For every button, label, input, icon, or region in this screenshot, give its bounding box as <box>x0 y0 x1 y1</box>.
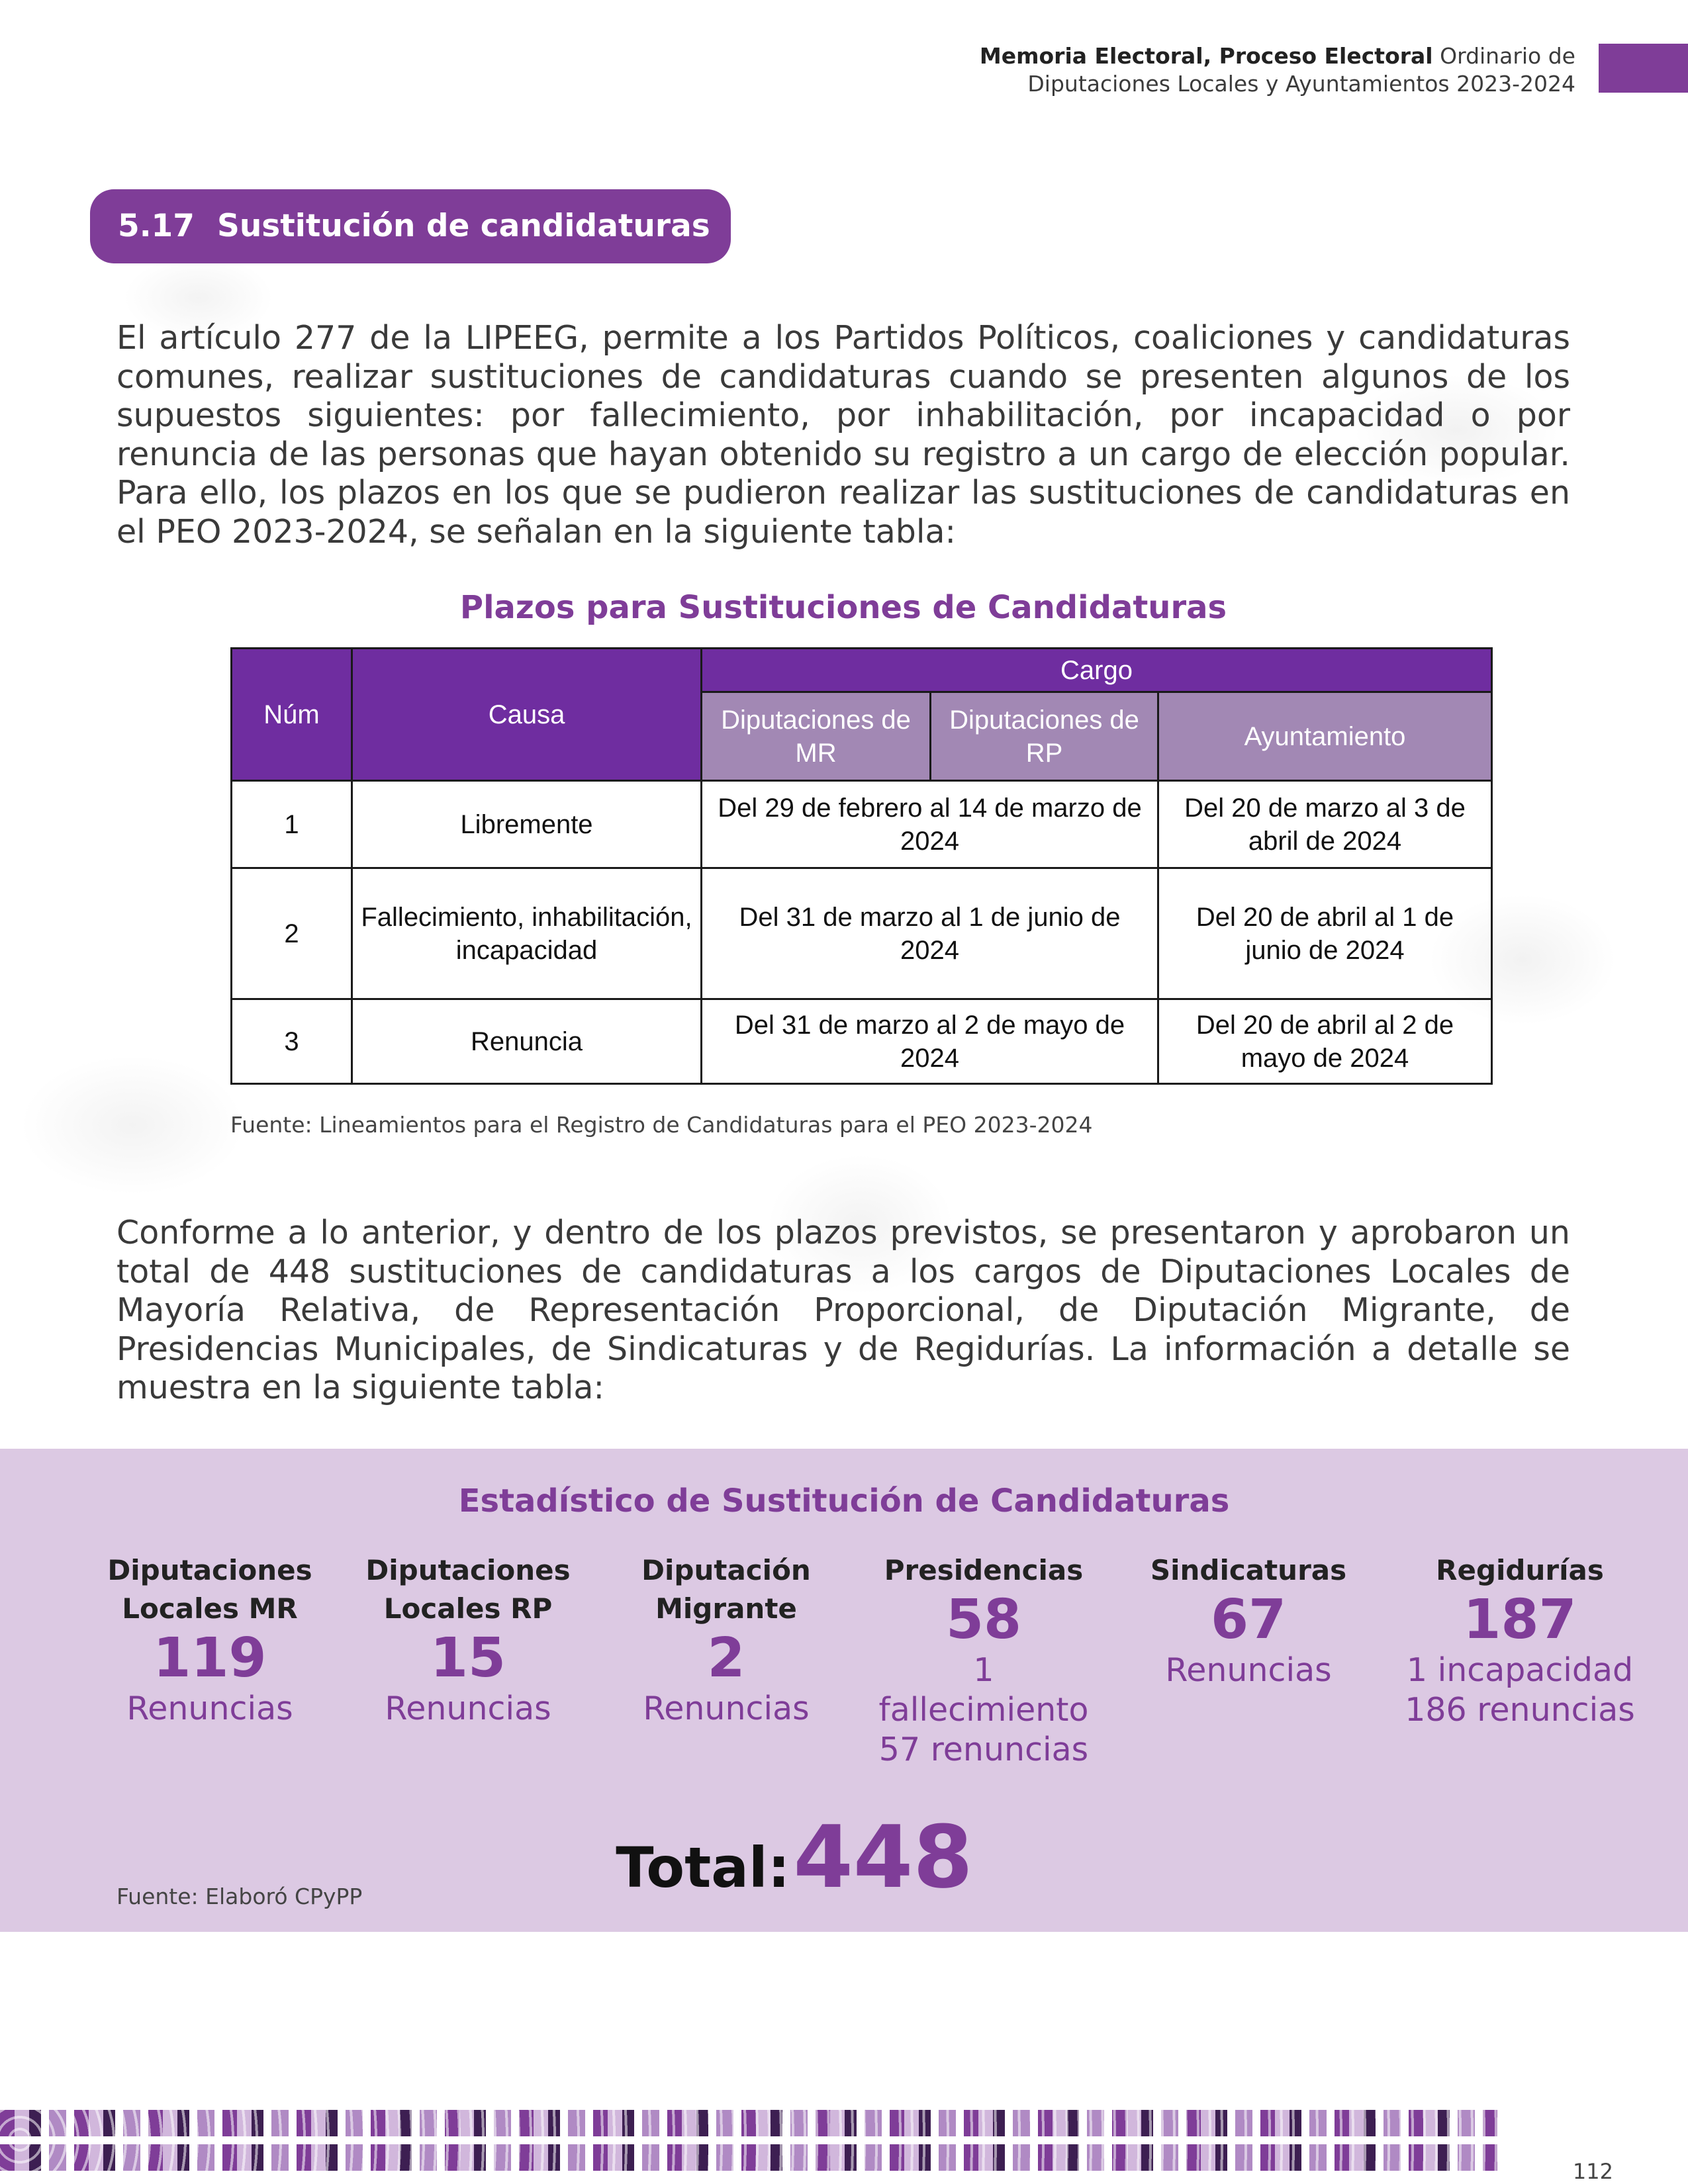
stat-desc: Renuncias <box>1165 1651 1332 1689</box>
cell-ayuntamiento: Del 20 de marzo al 3 de abril de 2024 <box>1158 781 1492 868</box>
stat-sindicaturas <box>1103 1551 1394 1690</box>
cell-causa: Renuncia <box>352 999 702 1084</box>
plazos-table <box>230 647 1493 1085</box>
stat-value: 58 <box>945 1588 1022 1651</box>
stat-diputacion-migrante <box>581 1551 872 1729</box>
page-header <box>649 42 1575 98</box>
plazos-table-title: Plazos para Sustituciones de Candidaturas <box>459 589 1227 626</box>
header-ayuntamiento: Ayuntamiento <box>1158 692 1492 781</box>
stat-value: 15 <box>430 1627 506 1690</box>
stat-diputaciones-rp <box>322 1551 614 1729</box>
stat-desc: Renuncias <box>643 1690 810 1727</box>
section-heading <box>90 189 731 263</box>
stats-source: Fuente: Elaboró CPyPP <box>117 1884 363 1909</box>
stats-title: Estadístico de Sustitución de Candidaturas <box>458 1482 1230 1520</box>
header-cargo: Cargo <box>702 649 1492 692</box>
stat-value: 2 <box>707 1627 745 1690</box>
stat-presidencias <box>838 1551 1129 1770</box>
cell-ayuntamiento: Del 20 de abril al 1 de junio de 2024 <box>1158 868 1492 999</box>
section-number: 5.17 <box>118 208 195 244</box>
header-title-rest: Ordinario de <box>1440 43 1575 69</box>
intro-paragraph: El artículo 277 de la LIPEEG, permite a los Partidos Políticos, coaliciones y candidaturas comunes, realizar sustituciones de candidaturas cuando se presenten algunos de los supuestos siguientes: por fallecimiento, por inhabilitación, por incapacidad o por renuncia de las personas que hayan obtenido su registro a un cargo de elección popular. Para ello, los plazos en los que se pudieron realizar las sustituciones de candidaturas en el PEO 2023-2024, se señalan en la siguiente tabla: <box>117 319 1570 551</box>
header-num: Núm <box>232 649 352 781</box>
stat-value: 187 <box>1463 1588 1577 1651</box>
total-value: 448 <box>793 1807 973 1907</box>
table-row <box>232 999 1492 1084</box>
header-line2: Diputaciones Locales y Ayuntamientos 2023-2024 <box>1027 71 1575 97</box>
page-number: 112 <box>1572 2159 1613 2184</box>
header-causa: Causa <box>352 649 702 781</box>
section-title: Sustitución de candidaturas <box>217 208 710 244</box>
stat-diputaciones-mr <box>64 1551 355 1729</box>
cell-num: 1 <box>232 781 352 868</box>
total-label: Total: <box>616 1835 790 1900</box>
table-row <box>232 781 1492 868</box>
cell-causa: Libremente <box>352 781 702 868</box>
cell-num: 2 <box>232 868 352 999</box>
header-dip-rp: Diputaciones de RP <box>931 692 1158 781</box>
stat-label: Regidurías <box>1436 1554 1604 1586</box>
table-row <box>232 868 1492 999</box>
header-dip-mr: Diputaciones de MR <box>702 692 931 781</box>
stat-label: Diputaciones Locales MR <box>107 1554 312 1625</box>
cell-causa: Fallecimiento, inhabilitación, incapacidad <box>352 868 702 999</box>
cell-diputaciones: Del 29 de febrero al 14 de marzo de 2024 <box>702 781 1158 868</box>
cell-ayuntamiento: Del 20 de abril al 2 de mayo de 2024 <box>1158 999 1492 1084</box>
stat-desc: Renuncias <box>126 1690 293 1727</box>
stat-label: Diputaciones Locales RP <box>365 1554 571 1625</box>
stat-desc: 1 incapacidad 186 renuncias <box>1405 1651 1635 1729</box>
stat-value: 119 <box>153 1627 267 1690</box>
header-title-bold: Memoria Electoral, Proceso Electoral <box>979 43 1433 69</box>
stat-value: 67 <box>1210 1588 1287 1651</box>
summary-paragraph: Conforme a lo anterior, y dentro de los plazos previstos, se presentaron y aprobaron un total de 448 sustituciones de candidaturas a los cargos de Diputaciones Locales de Mayoría Relativa, de Representación Proporcional, de Diputación Migrante, de Presidencias Municipales, de Sindicaturas y de Regidurías. La información a detalle se muestra en la siguiente tabla: <box>117 1214 1570 1406</box>
embroidery-border-overlay <box>0 2108 1497 2171</box>
header-accent-tab <box>1599 44 1688 93</box>
cell-diputaciones: Del 31 de marzo al 2 de mayo de 2024 <box>702 999 1158 1084</box>
stat-desc: Renuncias <box>385 1690 551 1727</box>
stat-desc: 1 fallecimiento 57 renuncias <box>878 1651 1089 1768</box>
stat-label: Presidencias <box>884 1554 1084 1586</box>
stat-label: Sindicaturas <box>1150 1554 1347 1586</box>
cell-diputaciones: Del 31 de marzo al 1 de junio de 2024 <box>702 868 1158 999</box>
cell-num: 3 <box>232 999 352 1084</box>
stat-label: Diputación Migrante <box>641 1554 811 1625</box>
plazos-table-source: Fuente: Lineamientos para el Registro de Candidaturas para el PEO 2023-2024 <box>230 1112 1093 1138</box>
stat-regidurias <box>1374 1551 1665 1730</box>
